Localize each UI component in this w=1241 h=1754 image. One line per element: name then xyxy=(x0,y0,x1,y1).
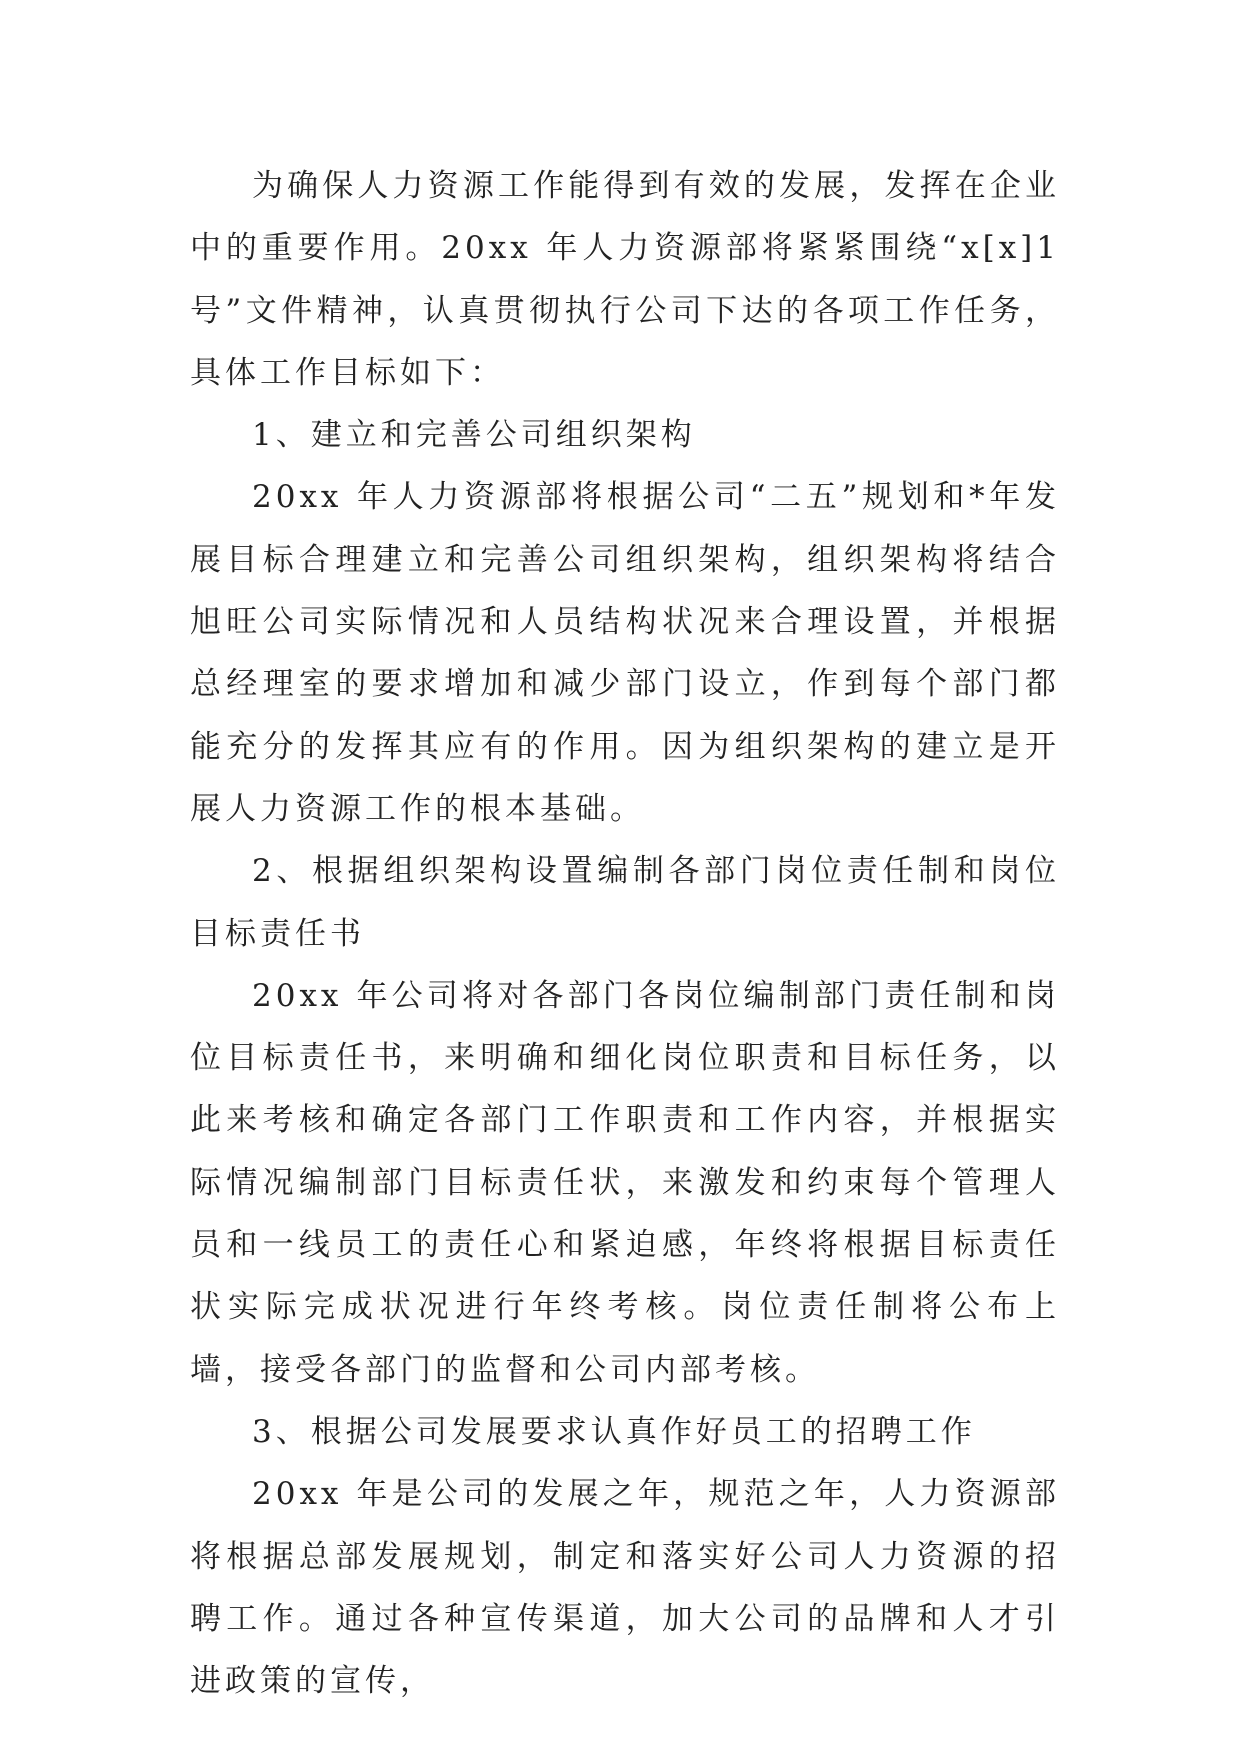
paragraph-recruitment: 20xx 年是公司的发展之年，规范之年，人力资源部将根据总部发展规划，制定和落实好公司人力资源的招聘工作。通过各种宣传渠道，加大公司的品牌和人才引进政策的宣传， xyxy=(190,1476,1060,1700)
heading-2-job-responsibility: 2、根据组织架构设置编制各部门岗位责任制和岗位目标责任书 xyxy=(190,853,1060,952)
heading-1-org-structure: 1、建立和完善公司组织架构 xyxy=(252,417,696,454)
document-body xyxy=(190,155,1060,1712)
heading-3-recruitment: 3、根据公司发展要求认真作好员工的招聘工作 xyxy=(252,1413,976,1450)
paragraph-job-responsibility: 20xx 年公司将对各部门各岗位编制部门责任制和岗位目标责任书，来明确和细化岗位职责和目标任务，以此来考核和确定各部门工作职责和工作内容，并根据实际情况编制部门目标责任状，来激发和约束每个管理人员和一线员工的责任心和紧迫感，年终将根据目标责任状实际完成状况进行年终考核。岗位责任制将公布上墙，接受各部门的监督和公司内部考核。 xyxy=(190,977,1060,1388)
intro-paragraph: 为确保人力资源工作能得到有效的发展，发挥在企业中的重要作用。20xx 年人力资源部将紧紧围绕“x[x]1 号”文件精神，认真贯彻执行公司下达的各项工作任务，具体工作目标如下： xyxy=(190,168,1060,391)
paragraph-org-structure: 20xx 年人力资源部将根据公司“二五”规划和*年发展目标合理建立和完善公司组织架构，组织架构将结合旭旺公司实际情况和人员结构状况来合理设置，并根据总经理室的要求增加和减少部门设立，作到每个部门都能充分的发挥其应有的作用。因为组织架构的建立是开展人力资源工作的根本基础。 xyxy=(190,479,1060,827)
